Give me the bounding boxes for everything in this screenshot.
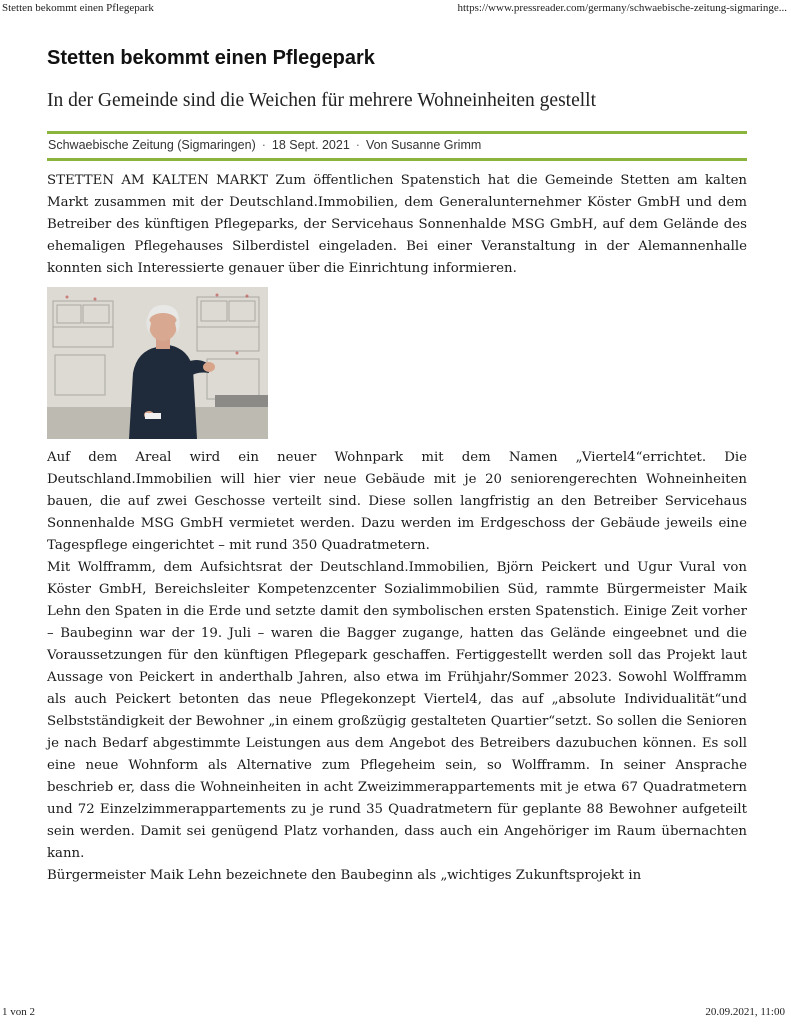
article-paragraph: Auf dem Areal wird ein neuer Wohnpark mit dem Namen „Viertel4“errichtet. Die Deutschland.Immobilien will hier vier neue Gebäude mit je 20 seniorengerechten Wohneinheiten bauen, die auf zwei Geschosse verteilt sind. Diese sollen langfristig an den Betreiber Servicehaus Sonnenhalde MSG GmbH vermietet werden. Dazu werden im Erdgeschoss der Gebäude jeweils eine Tagespflege eingerichtet – mit rund 350 Quadratmetern. <box>47 450 747 553</box>
article-photo <box>47 287 268 439</box>
publication-date: 18 Sept. 2021 <box>271 138 350 152</box>
print-header-title: Stetten bekommt einen Pflegepark <box>2 2 154 14</box>
print-footer <box>2 1006 785 1020</box>
print-header <box>2 2 787 16</box>
article-paragraph: Mit Wolfframm, dem Aufsichtsrat der Deutschland.Immobilien, Björn Peickert und Ugur Vural von Köster GmbH, Bereichsleiter Kompetenzcenter Sozialimmobilien Süd, rammte Bürgermeister Maik Lehn den Spaten in die Erde und setzte damit den symbolischen ersten Spatenstich. Einige Zeit vorher – Baubeginn war der 19. Juli – waren die Bagger zugange, hatten das Gelände eingeebnet und die Voraussetzungen für den künftigen Pflegepark geschaffen. Fertiggestellt werden soll das Projekt laut Aussage von Peickert in anderthalb Jahren, also etwa im Frühjahr/Sommer 2023. Sowohl Wolfframm als auch Peickert betonten das neue Pflegekonzept Viertel4, das auf „absolute Individualität“und Selbstständigkeit der Bewohner „in einem großzügig gestalteten Quartier“setzt. So sollen die Senioren je nach Bedarf abgestimmte Leistungen aus dem Angebot des Betreibers dazubuchen können. Es soll eine neue Wohnform als Alternative zum Pflegeheim sein, so Wolfframm. In seiner Ansprache beschrieb er, dass die Wohneinheiten in acht Zweizimmerappartements mit je etwa 67 Quadratmetern und 72 Einzelzimmerappartements zu je rund 35 Quadratmetern für geplante 88 Bewohner aufgeteilt sein werden. Damit sei genügend Platz vorhanden, dass auch ein Angehöriger im Raum übernachten kann. <box>47 560 747 861</box>
article-meta <box>47 134 747 158</box>
print-header-url: https://www.pressreader.com/germany/schwaebische-zeitung-sigmaringe... <box>457 2 787 14</box>
article-paragraph: Bürgermeister Maik Lehn bezeichnete den Baubeginn als „wichtiges Zukunftsprojekt in <box>47 868 642 883</box>
author-byline: Von Susanne Grimm <box>365 138 482 152</box>
page-number: 1 von 2 <box>2 1006 35 1018</box>
publication-name: Schwaebische Zeitung (Sigmaringen) <box>48 138 256 152</box>
meta-separator: · <box>261 138 266 152</box>
meta-separator: · <box>355 138 360 152</box>
article <box>47 44 747 887</box>
bottom-divider <box>47 158 747 161</box>
speaker-photo-illustration <box>47 287 268 439</box>
print-timestamp: 20.09.2021, 11:00 <box>705 1006 785 1018</box>
article-paragraph: STETTEN AM KALTEN MARKT Zum öffentlichen Spatenstich hat die Gemeinde Stetten am kalten Markt zusammen mit der Deutschland.Immobilien, dem Generalunternehmer Köster GmbH und dem Betreiber des künftigen Pflegeparks, der Servicehaus Sonnenhalde MSG GmbH, auf dem Gelände des ehemaligen Pflegehauses Silberdistel eingeladen. Bei einer Veranstaltung in der Alemannenhalle konnten sich Interessierte genauer über die Einrichtung informieren. <box>47 173 747 276</box>
article-headline: Stetten bekommt einen Pflegepark <box>47 47 375 69</box>
article-subheadline: In der Gemeinde sind die Weichen für mehrere Wohneinheiten gestellt <box>47 90 596 111</box>
